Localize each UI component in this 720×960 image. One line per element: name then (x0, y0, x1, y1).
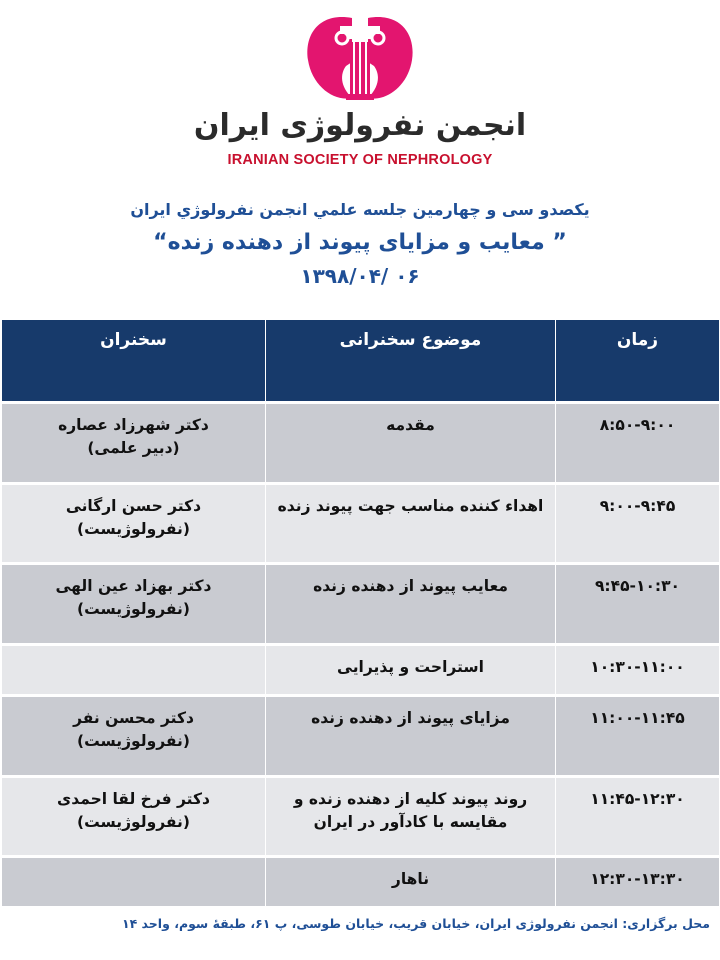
row-time: ۸:۵۰-۹:۰۰ (556, 403, 720, 484)
speaker-name: دکتر فرخ لقا احمدی (57, 789, 210, 808)
session-date: ۱۳۹۸/۰۴/ ۰۶ (300, 264, 420, 288)
speaker-name: دکتر شهرزاد عصاره (58, 416, 209, 434)
speaker-name: دکتر محسن نفر (73, 708, 194, 727)
row-speaker (2, 564, 266, 645)
table-row (2, 564, 720, 645)
row-topic: اهداء کننده مناسب جهت پیوند زنده (266, 483, 556, 564)
society-logo (0, 0, 720, 185)
table-row (2, 403, 720, 484)
session-title: ” معایب و مزایای پیوند از دهنده زنده“ (153, 230, 567, 255)
table-row (2, 776, 720, 857)
row-topic: ناهار (266, 857, 556, 907)
speaker-role: (دبیر علمی) (87, 439, 180, 458)
venue-footer: محل برگزاری: انجمن نفرولوژی ایران، خیابان قریب، خیابان طوسی، پ ۶۱، طبقهٔ سوم، واحد ۱۴ (121, 916, 710, 931)
speaker-name: دکتر حسن ارگانی (65, 496, 202, 515)
row-topic: معایب پیوند از دهنده زنده (266, 564, 556, 645)
session-subtitle: يكصدو سی و چهارمين جلسه علمي انجمن نفرولوژي ايران (130, 200, 590, 219)
row-speaker (2, 776, 266, 857)
row-time: ۱۰:۳۰-۱۱:۰۰ (556, 644, 720, 695)
table-row (2, 695, 720, 776)
row-speaker (2, 857, 266, 907)
row-time: ۱۲:۳۰-۱۳:۳۰ (556, 857, 720, 907)
speaker-role: (نفرولوژیست) (77, 519, 190, 538)
logo-english-name: IRANIAN SOCIETY OF NEPHROLOGY (227, 152, 493, 168)
row-speaker (2, 403, 266, 484)
row-time: ۹:۰۰-۹:۴۵ (556, 483, 720, 564)
logo-persian-name: انجمن نفرولوژی ایران (193, 108, 527, 143)
speaker-role: (نفرولوژیست) (77, 812, 190, 831)
row-topic: استراحت و پذیرایی (266, 644, 556, 695)
schedule-table (1, 319, 720, 907)
speaker-name: دکتر بهزاد عین الهی (55, 577, 212, 596)
column-header-topic: موضوع سخنرانی (266, 320, 556, 403)
column-header-time: زمان (556, 320, 720, 403)
row-speaker (2, 483, 266, 564)
kidney-column-emblem-icon (300, 12, 420, 104)
row-speaker (2, 695, 266, 776)
row-speaker (2, 644, 266, 695)
row-time: ۱۱:۴۵-۱۲:۳۰ (556, 776, 720, 857)
column-header-speaker: سخنران (2, 320, 266, 403)
table-row (2, 857, 720, 907)
table-row (2, 483, 720, 564)
row-topic: مقدمه (266, 403, 556, 484)
row-time: ۹:۴۵-۱۰:۳۰ (556, 564, 720, 645)
speaker-role: (نفرولوژیست) (77, 600, 190, 619)
table-row (2, 644, 720, 695)
row-topic: مزایای پیوند از دهنده زنده (266, 695, 556, 776)
speaker-role: (نفرولوژیست) (77, 732, 190, 751)
table-header-row (2, 320, 720, 403)
row-time: ۱۱:۰۰-۱۱:۴۵ (556, 695, 720, 776)
row-topic: روند پیوند کلیه از دهنده زنده و مقایسه با کادآور در ایران (266, 776, 556, 857)
